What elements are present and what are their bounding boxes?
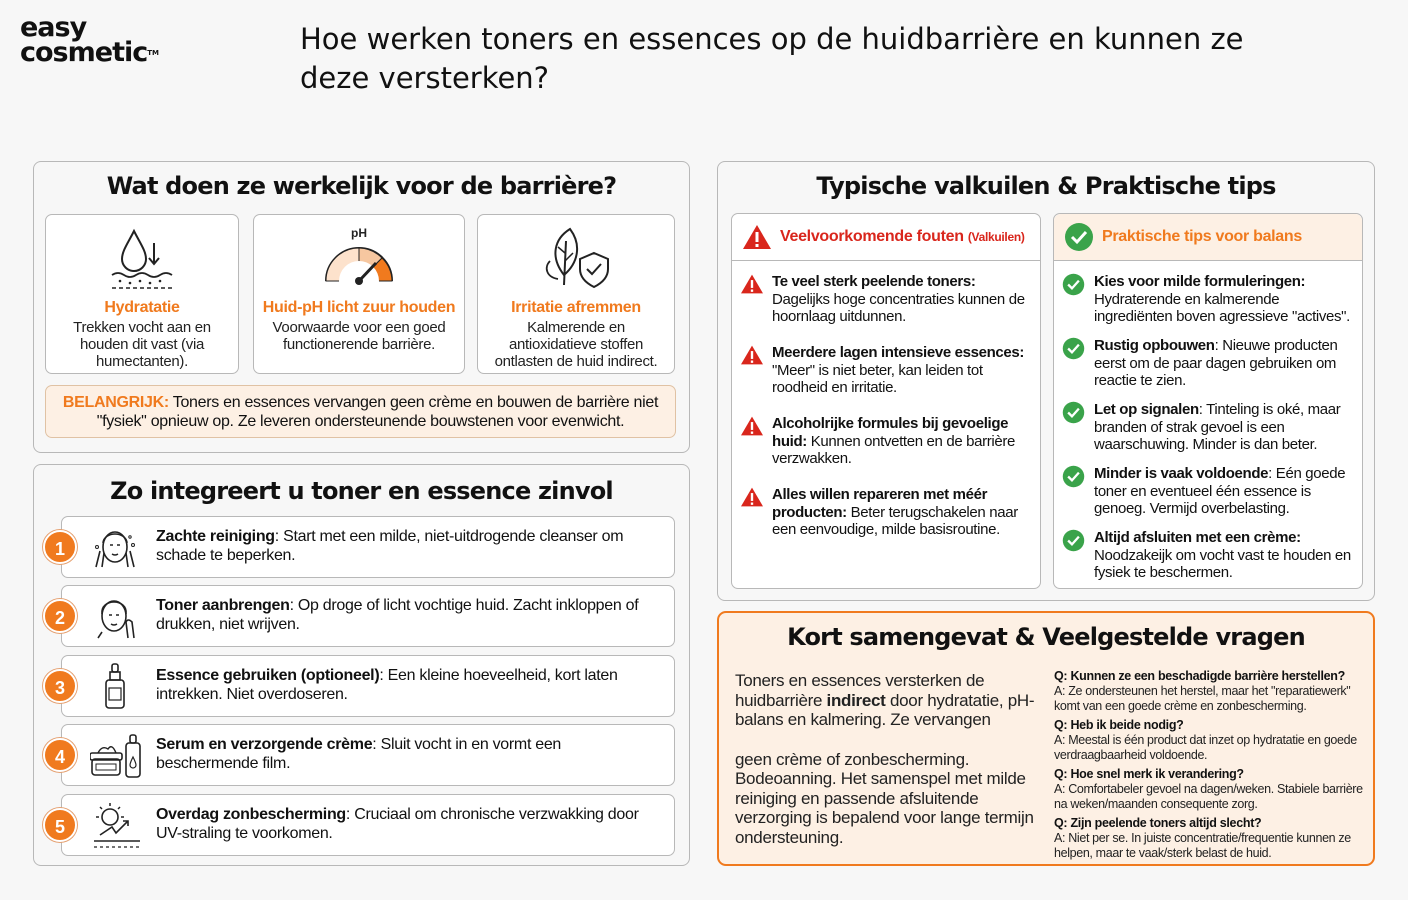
tip-text: Noodzakeijk om vocht vast te houden en fysiek te beschermen. [1094, 546, 1351, 581]
face-cleansing-icon [90, 523, 140, 573]
faq-question: Q: Hoe snel merk ik verandering? [1054, 767, 1244, 781]
faq-answer: A: Meestal is één product dat inzet op hydratatie en goede verdraagbaarheid voldoende. [1054, 733, 1357, 762]
tip-bold: Minder is vaak voldoende [1094, 465, 1269, 482]
tip-bold: Let op signalen [1094, 401, 1199, 418]
faq-answer: A: Niet per se. In juiste concentratie/frequentie kunnen ze helpen, maar te vaak/sterk belast de huid. [1054, 831, 1351, 860]
step-desc: : Op droge of licht vochtige huid. Zacht inkloppen of drukken, niet wrijven. [156, 597, 639, 633]
water-drop-icon [102, 223, 182, 293]
barrier-panel [33, 161, 690, 453]
step-item [54, 794, 675, 856]
step-number: 3 [43, 669, 77, 703]
ph-gauge-icon [314, 223, 404, 293]
barrier-title: Wat doen ze werkelijk voor de barrière? [106, 172, 617, 200]
mistake-item [740, 273, 1036, 326]
feature-ph [253, 214, 465, 374]
mistakes-heading [780, 228, 1025, 246]
dropper-bottle-icon [90, 662, 140, 712]
tip-text: Hydraterende en kalmerende ingrediënten boven agressieve "actives". [1094, 290, 1350, 325]
summary-title: Kort samengevat & Veelgestelde vragen [787, 623, 1305, 651]
warning-icon [740, 273, 764, 295]
tips-header [1054, 214, 1362, 261]
important-text: Toners en essences vervangen geen crème en bouwen de barrière niet "fysiek" opnieuw op. Ze leveren ondersteunende bouwstenen voor evenwicht. [96, 394, 659, 430]
leaf-shield-icon [536, 223, 616, 293]
trademark: TM [147, 49, 159, 57]
check-circle-icon [1062, 401, 1085, 424]
faq-answer: A: Comfortabeler gevoel na dagen/weken. Stabiele barrière na weken/maanden consequente zorg. [1054, 782, 1363, 811]
pitfalls-title: Typische valkuilen & Praktische tips [816, 172, 1276, 200]
feature-irritation [477, 214, 675, 374]
step-bold: Zachte reiniging [156, 528, 275, 545]
step-item [54, 724, 675, 786]
summary-panel [717, 611, 1375, 866]
important-note [45, 385, 676, 438]
check-circle-icon [1062, 465, 1085, 488]
mistakes-header [732, 214, 1040, 261]
mistakes-column [731, 213, 1041, 589]
step-text [156, 527, 666, 565]
integrate-title: Zo integreert u toner en essence zinvol [110, 477, 613, 505]
summary-part: door hydratatie, pH-balans en kalmering. Ze vervangen [735, 690, 1035, 729]
step-desc: : Een kleine hoeveelheid, kort laten intrekken. Niet overdoseren. [156, 667, 618, 703]
summary-text [735, 671, 1035, 847]
step-bold: Toner aanbrengen [156, 597, 290, 614]
step-number: 5 [43, 808, 77, 842]
check-circle-icon [1064, 222, 1094, 252]
tip-bold: Rustig opbouwen [1094, 337, 1215, 354]
tip-text: : Nieuwe producten eerst om de paar dagen gebruiken om reactie te zien. [1094, 337, 1338, 389]
summary-part: Toners en essences versterken de huidbarrière [735, 671, 985, 710]
mistake-item [740, 486, 1036, 539]
uv-sun-icon [90, 801, 144, 851]
mistake-bold: Alcoholrijke formules bij gevoelige huid: [772, 415, 1009, 450]
logo-line-2 [20, 37, 159, 68]
tip-item [1062, 529, 1358, 582]
mistake-text: Beter terugschakelen naar een eenvoudige, milde basisroutine. [772, 503, 1018, 538]
step-text [156, 596, 666, 634]
step-text [156, 666, 666, 704]
logo [20, 12, 159, 68]
step-bold: Serum en verzorgende crème [156, 736, 373, 753]
warning-icon [740, 344, 764, 366]
mistake-bold: Alles willen repareren met méér producten: [772, 486, 988, 521]
tips-heading: Praktische tips voor balans [1102, 228, 1302, 245]
step-desc: : Start met een milde, niet-uitdrogende cleanser om schade te beperken. [156, 528, 624, 564]
integrate-panel [33, 464, 690, 866]
step-item [54, 585, 675, 647]
logo-word: cosmetic [20, 37, 148, 68]
page-title: Hoe werken toners en essences op de huidbarrière en kunnen ze deze versterken? [300, 22, 1244, 95]
feature-title: Huid-pH licht zuur houden [262, 299, 456, 316]
feature-title: Hydratatie [104, 299, 180, 316]
feature-text: Kalmerende en antioxidatieve stoffen ontlasten de huid indirect. [494, 319, 658, 370]
feature-title: Irritatie afremmen [511, 299, 641, 316]
pitfalls-panel [717, 161, 1375, 601]
step-bold: Overdag zonbescherming [156, 806, 346, 823]
summary-bold: indirect [826, 690, 886, 710]
faq-answer: A: Ze ondersteunen het herstel, maar het "reparatiewerk" komt van een goede crème en zonbescherming. [1054, 684, 1351, 713]
tip-item [1062, 273, 1358, 326]
summary-paragraph-2: geen crème of zonbescherming. Bodeoanning. Het samenspel met milde reiniging en passende afsluitende verzorging is bepalend voor lange termijn ondersteuning. [735, 749, 1034, 847]
feature-hydration [45, 214, 239, 374]
step-desc: : Sluit vocht in en vormt een beschermende film. [156, 736, 562, 772]
step-number: 4 [43, 738, 77, 772]
mistake-text: "Meer" is niet beter, kan leiden tot roodheid en irritatie. [772, 361, 983, 396]
check-circle-icon [1062, 273, 1085, 296]
tip-item [1062, 401, 1358, 454]
tip-bold: Kies voor milde formuleringen: [1094, 273, 1306, 290]
cream-jar-serum-icon [90, 731, 144, 781]
mistake-text: Dagelijks hoge concentraties kunnen de hoornlaag uitdunnen. [772, 290, 1025, 325]
step-item [54, 655, 675, 717]
important-label: BELANGRIJK: [62, 394, 169, 411]
faq-question: Q: Zijn peelende toners altijd slecht? [1054, 816, 1262, 830]
step-bold: Essence gebruiken (optioneel) [156, 667, 380, 684]
tip-text: : Tinteling is oké, maar branden of strak gevoel is een waarschuwing. Minder is dan beter. [1094, 401, 1341, 453]
faq-question: Q: Heb ik beide nodig? [1054, 718, 1184, 732]
check-circle-icon [1062, 337, 1085, 360]
warning-icon [740, 486, 764, 508]
faq-question: Q: Kunnen ze een beschadigde barrière herstellen? [1054, 669, 1345, 683]
mistake-text: Kunnen ontvetten en de barrière verzwakken. [772, 432, 1016, 467]
step-desc: : Cruciaal om chronische verzwakking door UV-straling te voorkomen. [156, 806, 639, 842]
summary-paragraph-1 [735, 671, 1035, 730]
step-item [54, 516, 675, 578]
face-toner-icon [90, 592, 140, 642]
step-text [156, 805, 666, 843]
check-circle-icon [1062, 529, 1085, 552]
logo-line-1: easy [20, 12, 87, 43]
step-number: 2 [43, 599, 77, 633]
mistake-item [740, 344, 1036, 397]
tips-column [1053, 213, 1363, 589]
feature-text: Voorwaarde voor een goed functionerende barrière. [272, 319, 446, 353]
tip-bold: Altijd afsluiten met een crème: [1094, 529, 1301, 546]
mistake-bold: Te veel sterk peelende toners: [772, 273, 976, 290]
mistakes-heading-sub: (Valkuilen) [967, 230, 1025, 244]
mistake-item [740, 415, 1036, 468]
step-text [156, 735, 666, 773]
tip-item [1062, 465, 1358, 518]
mistake-bold: Meerdere lagen intensieve essences: [772, 344, 1025, 361]
feature-text: Trekken vocht aan en houden dit vast (via humectanten). [73, 319, 211, 370]
warning-icon [740, 415, 764, 437]
mistakes-heading-text: Veelvoorkomende fouten [780, 228, 964, 245]
step-number: 1 [43, 530, 77, 564]
tip-text: : Eén goede toner en eventueel één essence is genoeg. Vermijd overbelasting. [1094, 465, 1346, 517]
warning-icon [742, 223, 772, 251]
tip-item [1062, 337, 1358, 390]
ph-label: pH [351, 226, 367, 240]
faq-list [1054, 665, 1370, 861]
